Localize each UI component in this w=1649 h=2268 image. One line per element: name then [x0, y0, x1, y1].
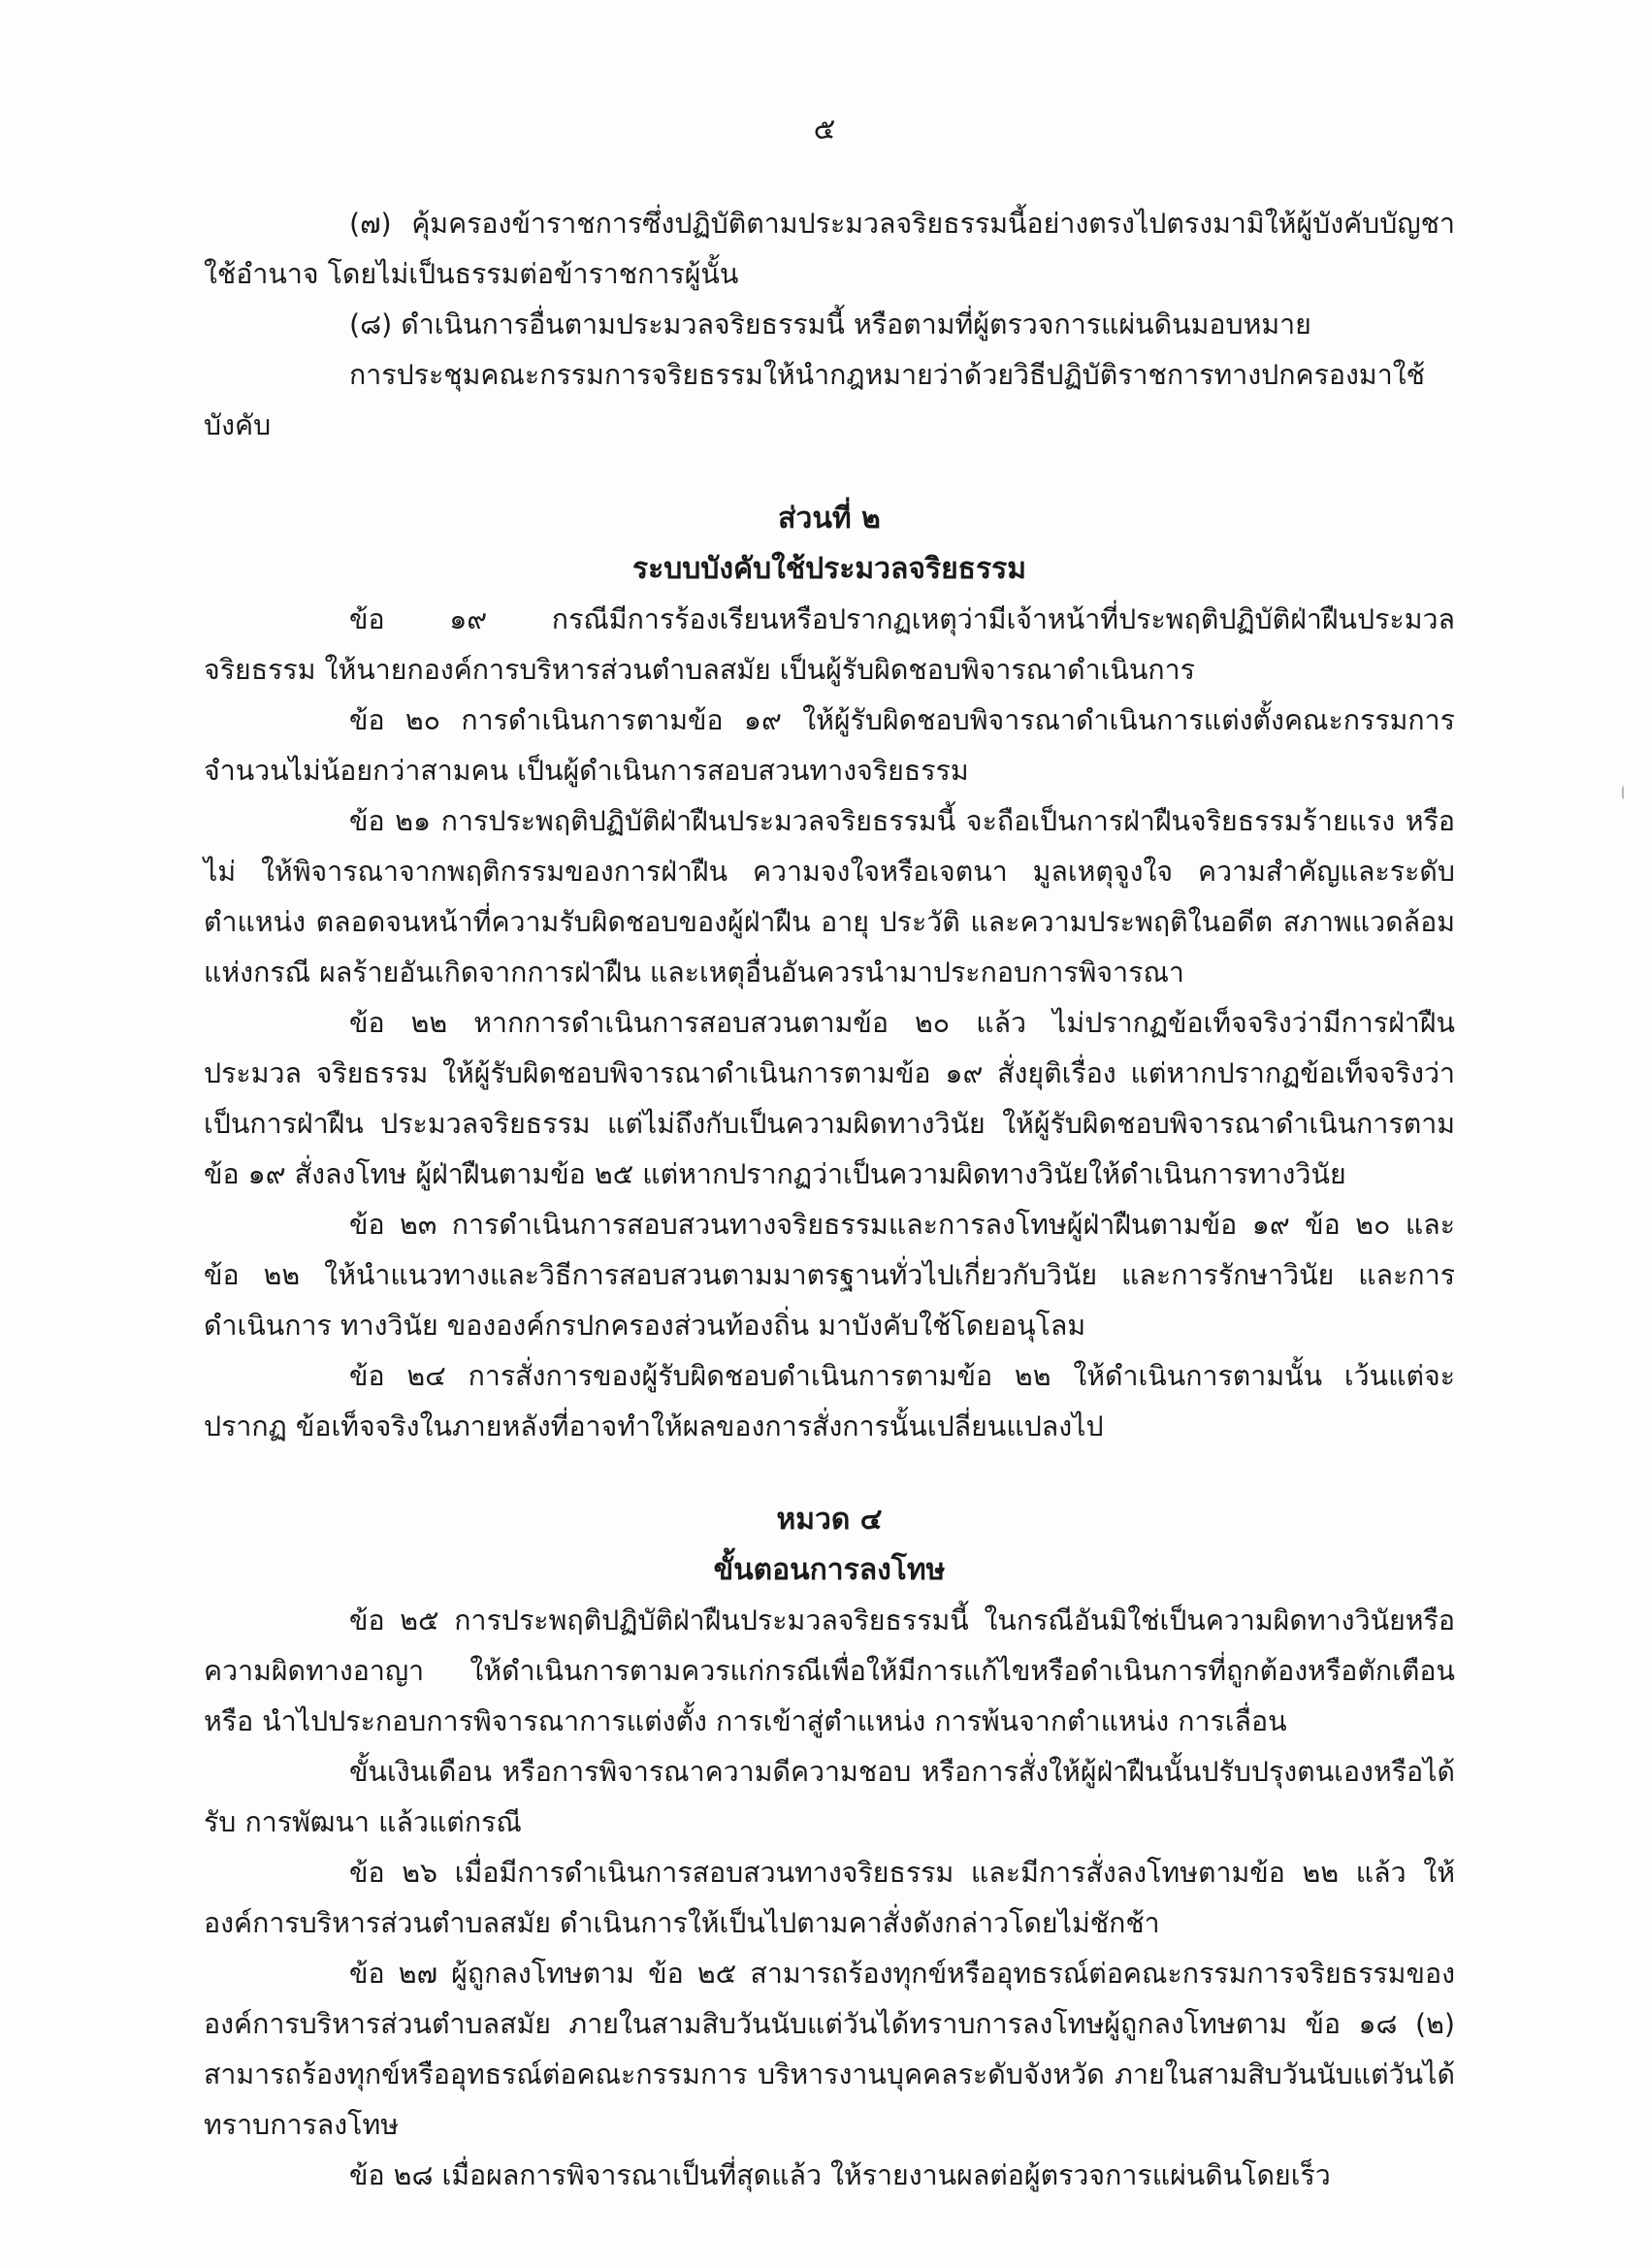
part-2-heading: ส่วนที่ ๒	[778, 502, 881, 535]
clause-20: ข้อ ๒๐ การดำเนินการตามข้อ ๑๙ ให้ผู้รับผิดชอบพิจารณาดำเนินการแต่งตั้งคณะกรรมการ จำนวนไม่น้อยกว่าสามคน เป็นผู้ดำเนินการสอบสวนทางจริยธรรม	[204, 704, 1455, 787]
clause-25-continued: ขั้นเงินเดือน หรือการพิจารณาความดีความชอบ หรือการสั่งให้ผู้ฝ่าฝืนนั้นปรับปรุงตนเองหรือได้รับ การพัฒนา แล้วแต่กรณี	[204, 1756, 1455, 1838]
clause-28: ข้อ ๒๘ เมื่อผลการพิจารณาเป็นที่สุดแล้ว ให้รายงานผลต่อผู้ตรวจการแผ่นดินโดยเร็ว	[349, 2159, 1331, 2191]
section-gap	[204, 451, 1455, 494]
clause-21: ข้อ ๒๑ การประพฤติปฏิบัติฝ่าฝืนประมวลจริยธรรมนี้ จะถือเป็นการฝ่าฝืนจริยธรรมร้ายแรง หรือไม่ ให้พิจารณาจากพฤติกรรมของการฝ่าฝืน ความจงใจหรือเจตนา มูลเหตุจูงใจ ความสำคัญและระดับ ตำแหน่ง ตลอดจนหน้าที่ความรับผิดชอบของผู้ฝ่าฝืน อายุ ประวัติ และความประพฤติในอดีต สภาพแวดล้อม แห่งกรณี ผลร้ายอันเกิดจากการฝ่าฝืน และเหตุอื่นอันควรนำมาประกอบการพิจารณา	[204, 805, 1455, 988]
clause-23: ข้อ ๒๓ การดำเนินการสอบสวนทางจริยธรรมและการลงโทษผู้ฝ่าฝืนตามข้อ ๑๙ ข้อ ๒๐ และ ข้อ ๒๒ ให้นำแนวทางและวิธีการสอบสวนตามมาตรฐานทั่วไปเกี่ยวกับวินัย และการรักษาวินัย และการดำเนินการ ทางวินัย ขององค์กรปกครองส่วนท้องถิ่น มาบังคับใช้โดยอนุโลม	[204, 1209, 1455, 1342]
clause-27: ข้อ ๒๗ ผู้ถูกลงโทษตาม ข้อ ๒๕ สามารถร้องทุกข์หรืออุทธรณ์ต่อคณะกรรมการจริยธรรมของ องค์การบริหารส่วนตำบลสมัย ภายในสามสิบวันนับแต่วันได้ทราบการลงโทษผู้ถูกลงโทษตาม ข้อ ๑๘ (๒) สามารถร้องทุกข์หรืออุทธรณ์ต่อคณะกรรมการ บริหารงานบุคคลระดับจังหวัด ภายในสามสิบวันนับแต่วันได้ ทราบการลงโทษ	[204, 1958, 1455, 2141]
clause-24: ข้อ ๒๔ การสั่งการของผู้รับผิดชอบดำเนินการตามข้อ ๒๒ ให้ดำเนินการตามนั้น เว้นแต่จะปรากฏ ข้อเท็จจริงในภายหลังที่อาจทำให้ผลของการสั่งการนั้นเปลี่ยนแปลงไป	[204, 1360, 1455, 1442]
document-body	[204, 199, 1455, 2201]
page-number: ๕	[813, 113, 836, 146]
clause-22: ข้อ ๒๒ หากการดำเนินการสอบสวนตามข้อ ๒๐ แล้ว ไม่ปรากฏข้อเท็จจริงว่ามีการฝ่าฝืนประมวล จริยธรรม ให้ผู้รับผิดชอบพิจารณาดำเนินการตามข้อ ๑๙ สั่งยุติเรื่อง แต่หากปรากฏข้อเท็จจริงว่าเป็นการฝ่าฝืน ประมวลจริยธรรม แต่ไม่ถึงกับเป็นความผิดทางวินัย ให้ผู้รับผิดชอบพิจารณาดำเนินการตามข้อ ๑๙ สั่งลงโทษ ผู้ฝ่าฝืนตามข้อ ๒๕ แต่หากปรากฏว่าเป็นความผิดทางวินัยให้ดำเนินการทางวินัย	[204, 1007, 1455, 1190]
paragraph-8: (๘) ดำเนินการอื่นตามประมวลจริยธรรมนี้ หรือตามที่ผู้ตรวจการแผ่นดินมอบหมาย	[349, 308, 1311, 340]
part-2-subheading: ระบบบังคับใช้ประมวลจริยธรรม	[632, 552, 1026, 586]
paragraph-meeting: การประชุมคณะกรรมการจริยธรรมให้นำกฎหมายว่าด้วยวิธีปฏิบัติราชการทางปกครองมาใช้บังคับ	[204, 359, 1425, 441]
clause-25: ข้อ ๒๕ การประพฤติปฏิบัติฝ่าฝืนประมวลจริยธรรมนี้ ในกรณีอันมิใช่เป็นความผิดทางวินัยหรือ ความผิดทางอาญา ให้ดำเนินการตามควรแก่กรณีเพื่อให้มีการแก้ไขหรือดำเนินการที่ถูกต้องหรือตักเตือน หรือ นำไปประกอบการพิจารณาการแต่งตั้ง การเข้าสู่ตำแหน่ง การพ้นจากตำแหน่ง การเลื่อน	[204, 1604, 1455, 1737]
chapter-4-subheading: ขั้นตอนการลงโทษ	[713, 1553, 946, 1587]
clause-19: ข้อ ๑๙ กรณีมีการร้องเรียนหรือปรากฏเหตุว่ามีเจ้าหน้าที่ประพฤติปฏิบัติฝ่าฝืนประมวลจริยธรรม ให้นายกองค์การบริหารส่วนตำบลสมัย เป็นผู้รับผิดชอบพิจารณาดำเนินการ	[204, 603, 1455, 686]
paragraph-7: (๗) คุ้มครองข้าราชการซึ่งปฏิบัติตามประมวลจริยธรรมนี้อย่างตรงไปตรงมามิให้ผู้บังคับบัญชาใช้อำนาจ โดยไม่เป็นธรรมต่อข้าราชการผู้นั้น	[204, 208, 1455, 290]
section-gap	[204, 1452, 1455, 1495]
clause-26: ข้อ ๒๖ เมื่อมีการดำเนินการสอบสวนทางจริยธรรม และมีการสั่งลงโทษตามข้อ ๒๒ แล้ว ให้ องค์การบริหารส่วนตำบลสมัย ดำเนินการให้เป็นไปตามคาสั่งดังกล่าวโดยไม่ชักช้า	[204, 1857, 1455, 1939]
chapter-4-heading: หมวด ๔	[776, 1503, 883, 1537]
scan-mark	[1622, 786, 1628, 799]
